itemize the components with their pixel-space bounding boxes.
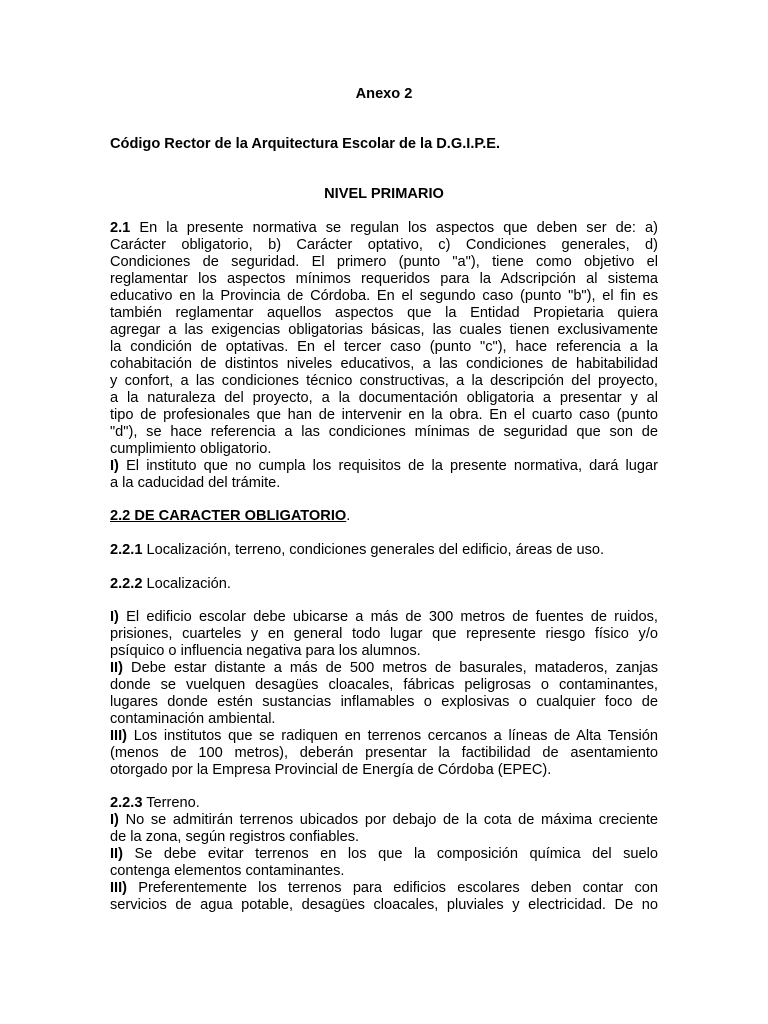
- section-heading-2-2: 2.2 DE CARACTER OBLIGATORIO.: [110, 508, 351, 524]
- paragraph-line: cumplimiento obligatorio.: [110, 441, 272, 457]
- paragraph-line: (menos de 100 metros), deberán presentar la factibilidad de asentamiento: [110, 745, 658, 761]
- paragraph-line: de la zona, según registros confiables.: [110, 829, 360, 845]
- level-title: NIVEL PRIMARIO: [324, 186, 444, 202]
- item-label: I): [110, 812, 119, 828]
- paragraph-line: "d"), se hace referencia a las condiciones mínimas de seguridad que son de: [110, 424, 658, 440]
- paragraph-line: servicios de agua potable, desagües cloacales, pluviales y electricidad. De no: [110, 897, 658, 913]
- paragraph-line: Condiciones de seguridad. El primero (punto "a"), tiene como objetivo el: [110, 254, 658, 270]
- paragraph-line: cohabitación de distintos niveles educativos, a las condiciones de habitabilidad: [110, 356, 658, 372]
- paragraph-line: psíquico o influencia negativa para los alumnos.: [110, 643, 421, 659]
- paragraph-line: 2.1 En la presente normativa se regulan los aspectos que deben ser de: a): [110, 220, 658, 236]
- code-title: Código Rector de la Arquitectura Escolar de la D.G.I.P.E.: [110, 136, 501, 152]
- paragraph-line: I) No se admitirán terrenos ubicados por debajo de la cota de máxima creciente: [110, 812, 658, 828]
- annex-title: Anexo 2: [355, 86, 413, 102]
- section-number: 2.2.3: [110, 795, 143, 811]
- paragraph-line: y confort, a las condiciones técnico constructivas, a la descripción del proyecto,: [110, 373, 658, 389]
- paragraph-line: agregar a las exigencias obligatorias básicas, las cuales tienen exclusivamente: [110, 322, 658, 338]
- section-2-2-3-heading: 2.2.3 Terreno.: [110, 795, 200, 811]
- section-2-2-1: 2.2.1 Localización, terreno, condiciones generales del edificio, áreas de uso.: [110, 542, 605, 558]
- paragraph-line: II) Debe estar distante a más de 500 metros de basurales, mataderos, zanjas: [110, 660, 658, 676]
- paragraph-line: a la caducidad del trámite.: [110, 475, 281, 491]
- item-label: I): [110, 458, 119, 474]
- item-label: I): [110, 609, 119, 625]
- section-number: 2.2.1: [110, 542, 143, 558]
- paragraph-line: donde se vuelquen desagües cloacales, fábricas peligrosas o contaminantes,: [110, 677, 658, 693]
- item-label: II): [110, 846, 123, 862]
- section-2-2-2-heading: 2.2.2 Localización.: [110, 576, 231, 592]
- paragraph-line: tipo de profesionales que han de intervenir en la obra. En el cuarto caso (punto: [110, 407, 658, 423]
- paragraph-line: I) El instituto que no cumpla los requisitos de la presente normativa, dará lugar: [110, 458, 658, 474]
- paragraph-line: lugares donde estén sustancias inflamables o explosivas o cualquier foco de: [110, 694, 658, 710]
- paragraph-line: a la naturaleza del proyecto, a la documentación obligatoria a presentar y al: [110, 390, 658, 406]
- paragraph-line: también reglamentar aquellos aspectos que la Entidad Propietaria quiera: [110, 305, 658, 321]
- paragraph-line: II) Se debe evitar terrenos en los que la composición química del suelo: [110, 846, 658, 862]
- paragraph-line: prisiones, cuarteles y en general todo lugar que represente riesgo físico y/o: [110, 626, 658, 642]
- item-label: III): [110, 728, 128, 744]
- paragraph-line: la condición de optativas. En el tercer caso (punto "c"), hace referencia a la: [110, 339, 658, 355]
- item-label: III): [110, 880, 128, 896]
- section-number: 2.1: [110, 220, 131, 236]
- paragraph-line: III) Preferentemente los terrenos para edificios escolares deben contar con: [110, 880, 658, 896]
- item-label: II): [110, 660, 123, 676]
- paragraph-line: otorgado por la Empresa Provincial de Energía de Córdoba (EPEC).: [110, 762, 552, 778]
- paragraph-line: I) El edificio escolar debe ubicarse a más de 300 metros de fuentes de ruidos,: [110, 609, 658, 625]
- paragraph-line: educativo en la Provincia de Córdoba. En el segundo caso (punto "b"), el fin es: [110, 288, 658, 304]
- paragraph-line: Carácter obligatorio, b) Carácter optativo, c) Condiciones generales, d): [110, 237, 658, 253]
- paragraph-line: reglamentar los aspectos mínimos requeridos para la Adscripción al sistema: [110, 271, 658, 287]
- section-number: 2.2.2: [110, 576, 143, 592]
- paragraph-line: III) Los institutos que se radiquen en terrenos cercanos a líneas de Alta Tensión: [110, 728, 658, 744]
- paragraph-line: contenga elementos contaminantes.: [110, 863, 345, 879]
- paragraph-line: contaminación ambiental.: [110, 711, 276, 727]
